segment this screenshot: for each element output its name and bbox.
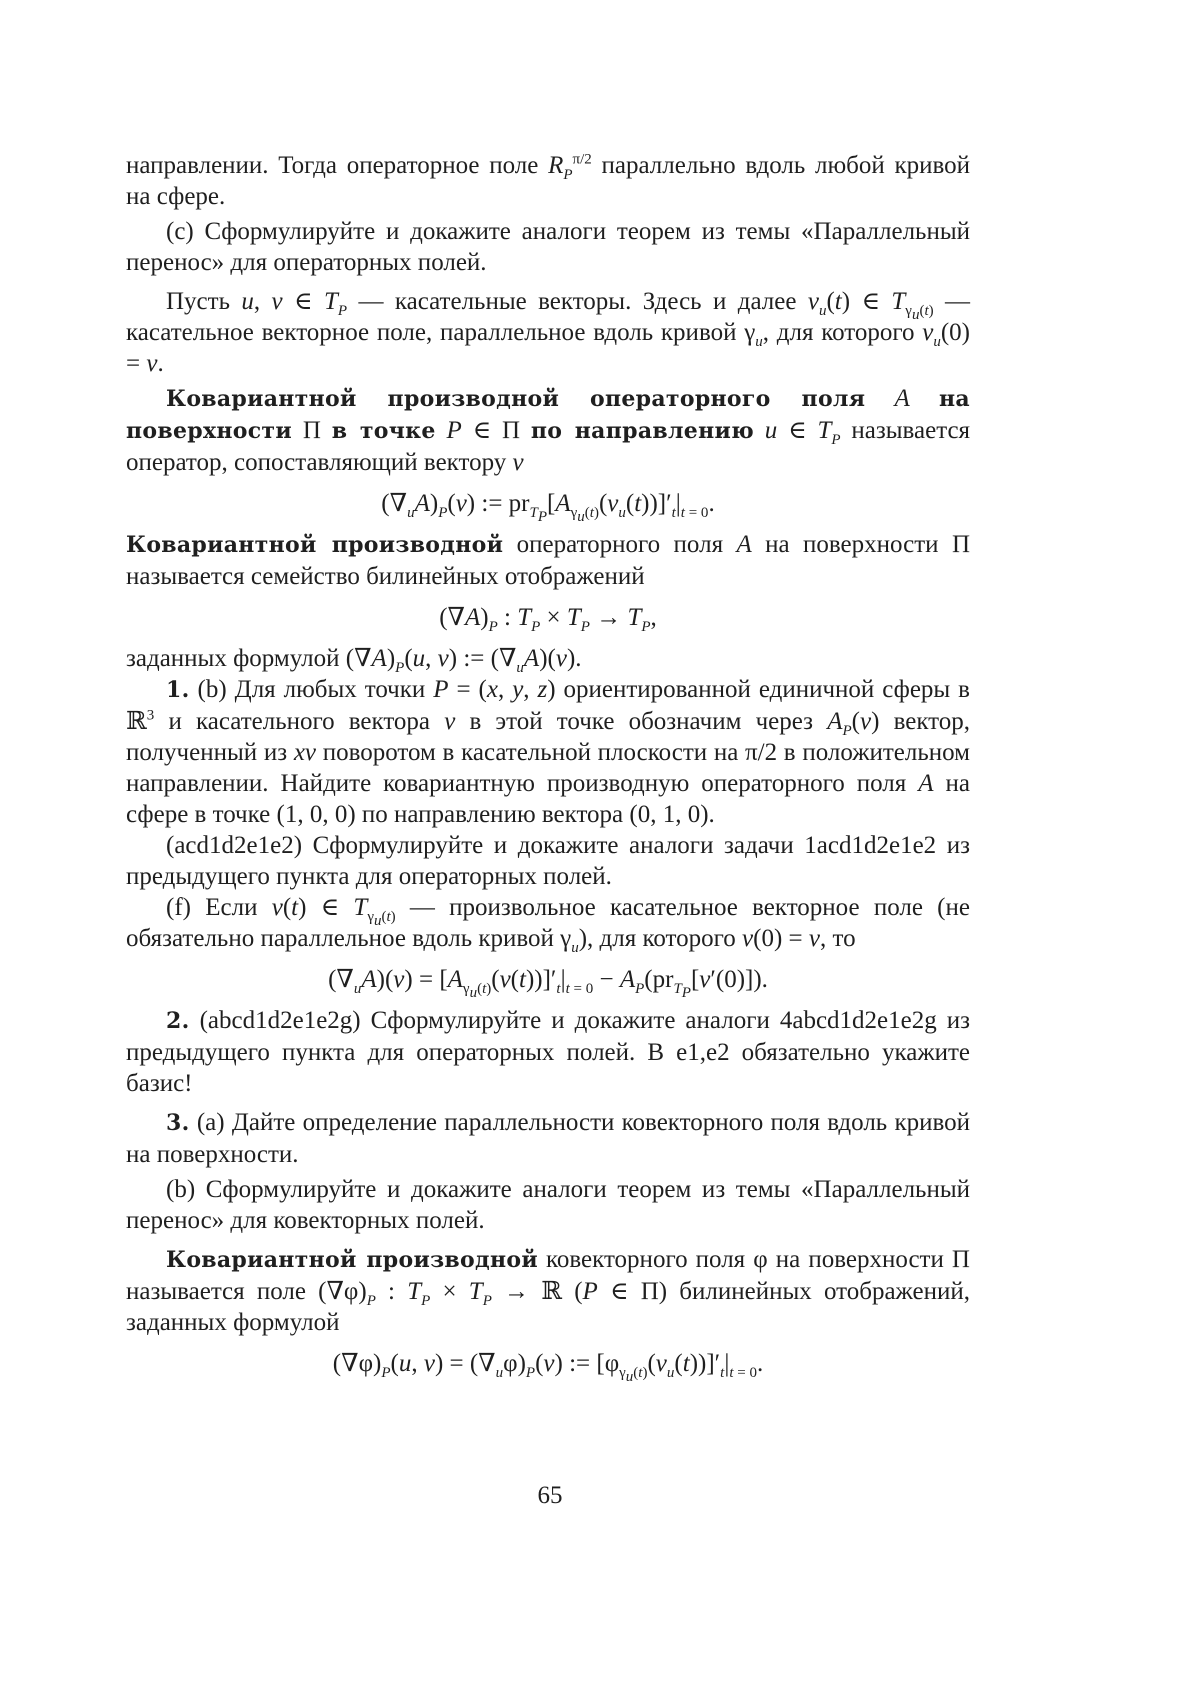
paragraph: (c) Сформулируйте и докажите аналоги теорем из темы «Параллельный перенос» для операторных полей. [126, 218, 970, 276]
paragraph: Пусть u, v ∈ $T_P$ — касательные векторы. Здесь и далее $v_u(t)$ ∈ $T_{\gamma_u(t)}$ — касательное векторное поле, параллельное вдоль кривой $\gamma_u$, для которого $v_u(0) = v$. [126, 288, 971, 377]
paragraph: (acd1d2e1e2) Сформулируйте и докажите аналоги задачи 1acd1d2e1e2 из предыдущего пункта для операторных полей. [126, 832, 970, 890]
problem-paragraph: 1. (b) Для любых точки P = (x, y, z) ориентированной единичной сферы в ℝ$^3$ и касательного вектора v в этой точке обозначим через $A_P(v)$ вектор, полученный из xv поворотом в касательной плоскости на π/2 в положительном направлении. Найдите ковариантную производную операторного поля A на сфере в точке (1, 0, 0) по направлению вектора (0, 1, 0). [126, 676, 970, 828]
formula: $(\nabla_uA)_P(v)$ := $pr_{T_P}[A_{\gamma_u(t)}(v_u(t))]'_t|_{t = 0}$. [381, 490, 715, 525]
definition-paragraph: Ковариантной производной ковекторного поля φ на поверхности Π называется поле $(\nabla\varphi)_P$ : $T_P \times T_P$ → ℝ (P ∈ Π) билинейных отображений, заданных формулой [126, 1246, 970, 1336]
paragraph: (f) Если v(t) ∈ $T_{\gamma_u(t)}$ — произвольное касательное векторное поле (не обязательно параллельное вдоль кривой $\gamma_u$), для которого v(0) = v, то [126, 894, 970, 956]
formula: $(\nabla_uA)(v) = [A_{\gamma_u(t)}(v(t))]'_t|_{t = 0} - A_P(pr_{T_P}[v'(0)])$. [328, 966, 768, 1001]
page-number: 65 [537, 1482, 563, 1509]
definition-paragraph: Ковариантной производной операторного поля A на поверхности Π в точке P ∈ Π по направлению u ∈ $T_P$ называется оператор, сопоставляющий вектору v [126, 385, 971, 476]
paragraph: направлении. Тогда операторное поле $R_P^{\pi/2}$ параллельно вдоль любой кривой на сфере. [126, 151, 970, 210]
formula: $(\nabla A)_P$ : $T_P \times T_P \to T_P$, [439, 604, 657, 635]
page-body [126, 150, 970, 1389]
formula: $(\nabla\varphi)_P(u$, $v) = (\nabla_u\varphi)_P(v)$ := $[\varphi_{\gamma_u(t)}(v_u(t))]'_t|_{t = 0}$. [332, 1350, 764, 1385]
paragraph: заданных формулой $(\nabla A)_P(u$, v) := $(\nabla_uA)(v)$. [126, 645, 582, 676]
definition-paragraph: Ковариантной производной операторного поля A на поверхности Π называется семейство билинейных отображений [126, 531, 970, 590]
paragraph: (b) Сформулируйте и докажите аналоги теорем из темы «Параллельный перенос» для ковекторных полей. [126, 1176, 970, 1234]
problem-paragraph: 2. (abcd1d2e1e2g) Сформулируйте и докажите аналоги 4abcd1d2e1e2g из предыдущего пункта для операторных полей. В e1,e2 обязательно укажите базис! [126, 1007, 970, 1097]
problem-paragraph: 3. (a) Дайте определение параллельности ковекторного поля вдоль кривой на поверхности. [126, 1109, 970, 1168]
